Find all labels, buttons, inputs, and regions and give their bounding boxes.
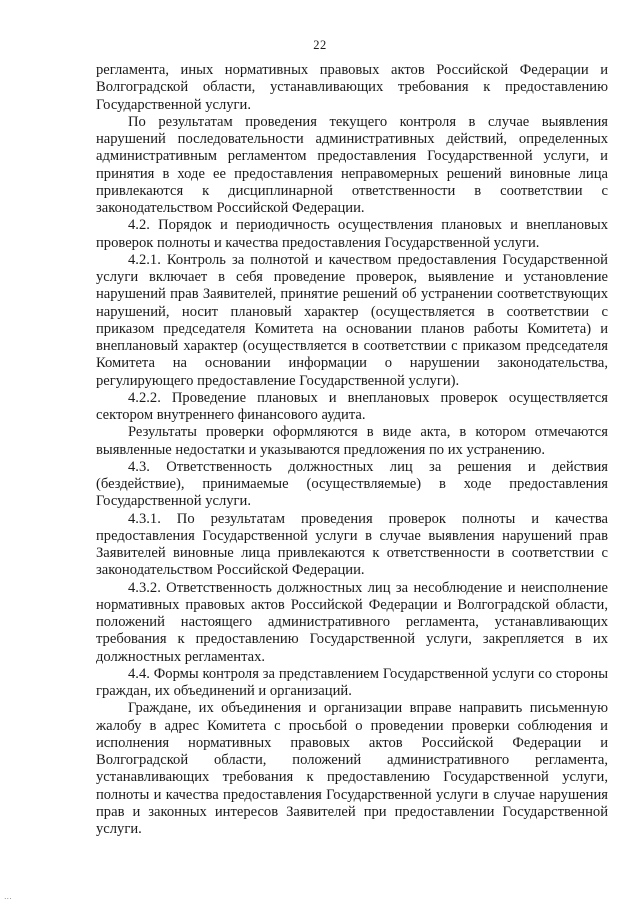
scan-corner-mark: ... — [4, 892, 12, 901]
document-body — [96, 62, 608, 838]
paragraph-4-4: 4.4. Формы контроля за представлением Государственной услуги со стороны граждан, их объединений и организаций. — [96, 665, 608, 699]
paragraph-4-3-2: 4.3.2. Ответственность должностных лиц за несоблюдение и неисполнение нормативных правовых актов Российской Федерации и Волгоградской области, положений настоящего административного регламента, устанавливающих требования к предоставлению Государственной услуги, закрепляется в их должностных регламентах. — [96, 579, 608, 665]
page-number: 22 — [313, 38, 327, 52]
paragraph-4-2: 4.2. Порядок и периодичность осуществления плановых и внеплановых проверок полноты и качества предоставления Государственной услуги. — [96, 217, 608, 251]
paragraph-inspection-results: Результаты проверки оформляются в виде акта, в котором отмечаются выявленные недостатки и указываются предложения по их устранению. — [96, 424, 608, 458]
paragraph-current-control-results: По результатам проведения текущего контроля в случае выявления нарушений последовательности административных действий, определенных административным регламентом предоставления Государственной услуги, и принятия в ходе ее предоставления неправомерных решений виновные лица привлекаются к дисциплинарной ответственности в соответствии с законодательством Российской Федерации. — [96, 113, 608, 216]
paragraph-continuation: регламента, иных нормативных правовых актов Российской Федерации и Волгоградской области, устанавливающих требования к предоставлению Государственной услуги. — [96, 62, 608, 113]
paragraph-4-2-2: 4.2.2. Проведение плановых и внеплановых проверок осуществляется сектором внутреннего финансового аудита. — [96, 389, 608, 423]
paragraph-citizens-complaint: Граждане, их объединения и организации вправе направить письменную жалобу в адрес Комитета с просьбой о проведении проверки соблюдения и исполнения нормативных правовых актов Российской Федерации и Волгоградской области, положений административного регламента, устанавливающих требования к предоставлению Государственной услуги, полноты и качества предоставления Государственной услуги в случае нарушения прав и законных интересов Заявителей при предоставлении Государственной услуги. — [96, 700, 608, 837]
paragraph-4-2-1: 4.2.1. Контроль за полнотой и качеством предоставления Государственной услуги включает в себя проведение проверок, выявление и установление нарушений прав Заявителей, принятие решений об устранении соответствующих нарушений, носит плановый характер (осуществляется в соответствии с приказом председателя Комитета на основании планов работы Комитета) и внеплановый характер (осуществляется в соответствии с приказом председателя Комитета на основании информации о нарушении законодательства, регулирующего предоставление Государственной услуги). — [96, 251, 608, 389]
paragraph-4-3-1: 4.3.1. По результатам проведения проверок полноты и качества предоставления Государственной услуги в случае выявления нарушений прав Заявителей виновные лица привлекаются к ответственности в соответствии с законодательством Российской Федерации. — [96, 510, 608, 579]
paragraph-4-3: 4.3. Ответственность должностных лиц за решения и действия (бездействие), принимаемые (осуществляемые) в ходе предоставления Государственной услуги. — [96, 458, 608, 510]
